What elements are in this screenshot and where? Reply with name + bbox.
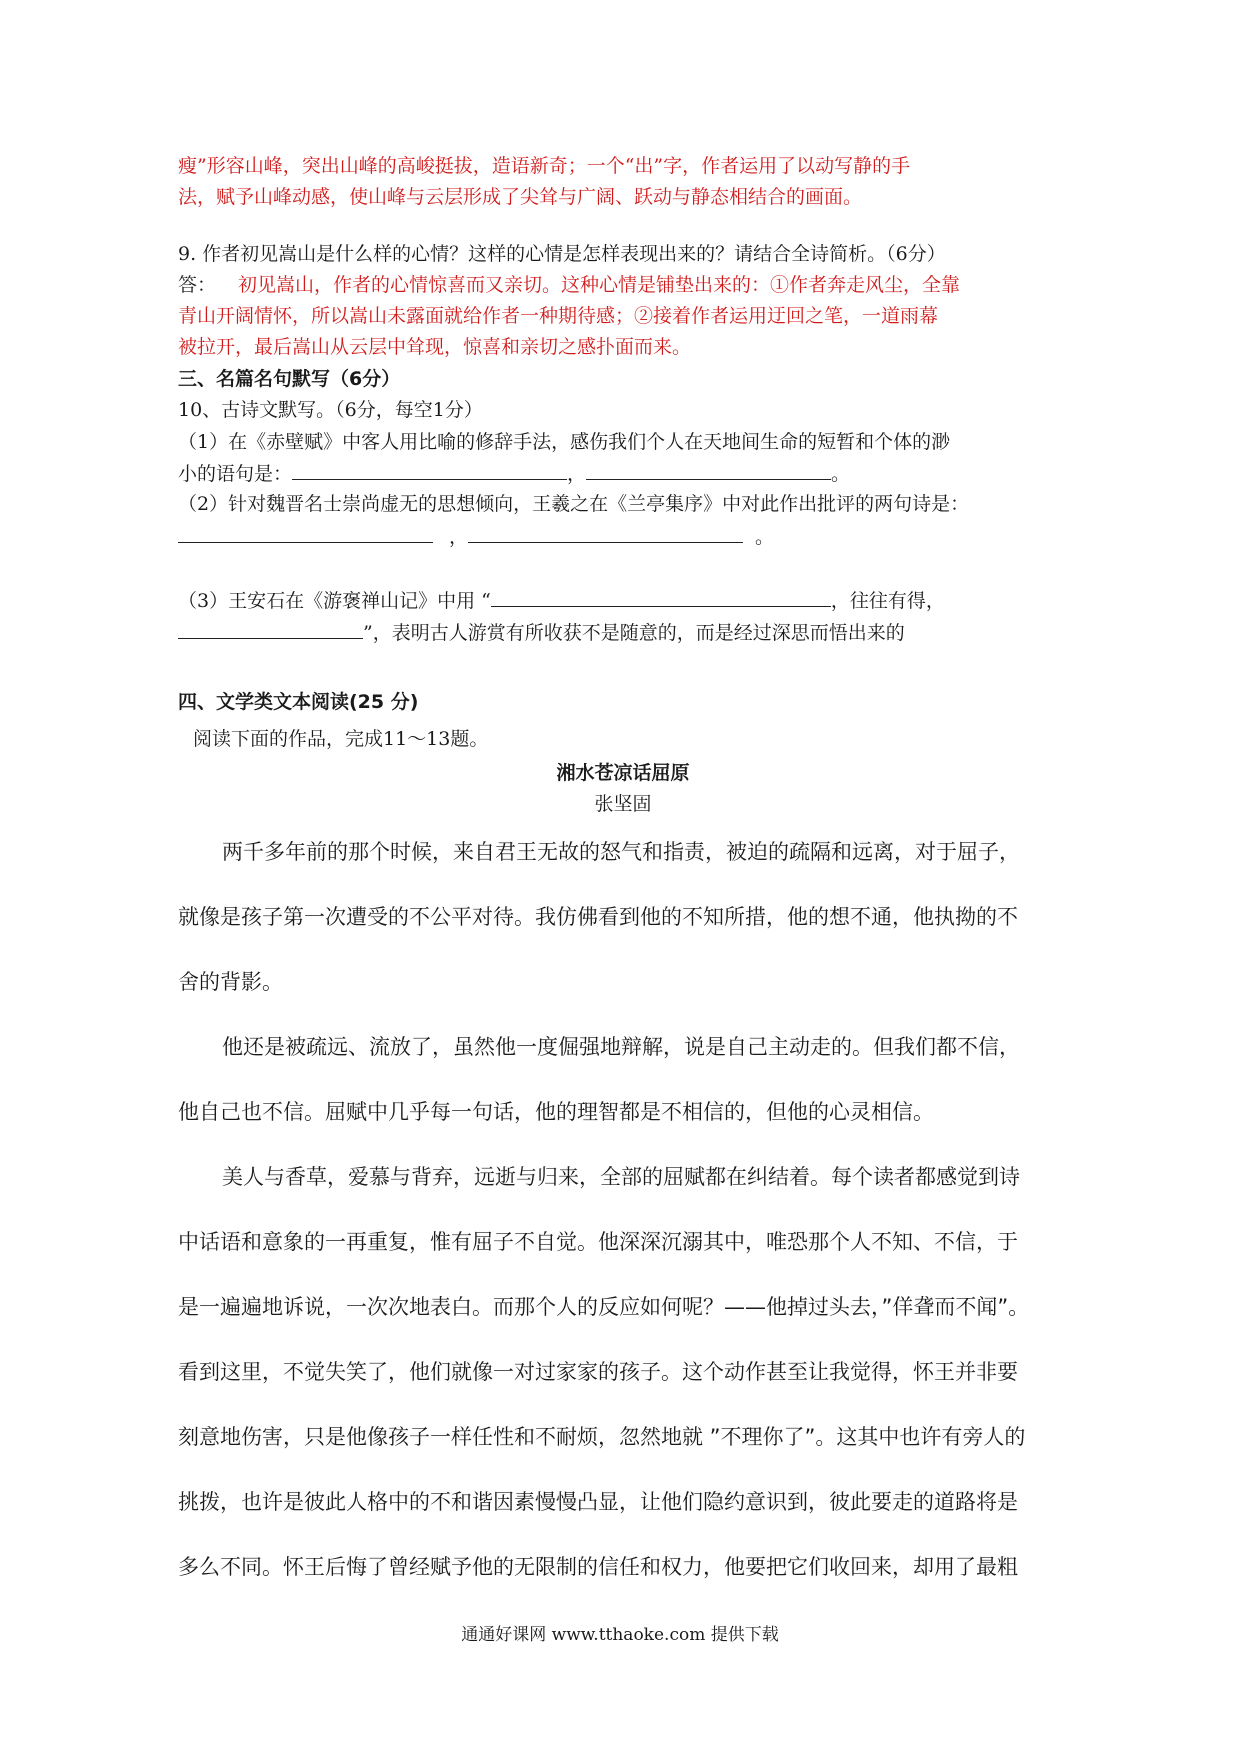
answer-9-line-3: 被拉开，最后嵩山从云层中耸现，惊喜和亲切之感扑面而来。 bbox=[178, 336, 692, 358]
section-3-title: 三、名篇名句默写（6分） bbox=[178, 368, 401, 390]
item-3-suffix: ”，表明古人游赏有所收获不是随意的，而是经过深思而悟出来的 bbox=[363, 622, 905, 644]
item-3-mid: ，往往有得， bbox=[830, 590, 945, 612]
answer-9-text-1: 初见嵩山，作者的心情惊喜而又亲切。这种心情是铺垫出来的：①作者奔走风尘，全靠 bbox=[238, 274, 961, 296]
question-9: 9. 作者初见嵩山是什么样的心情？这样的心情是怎样表现出来的？请结合全诗简析。（6分） bbox=[178, 243, 946, 265]
article-body bbox=[178, 820, 1078, 1600]
answer-8-line-2: 法，赋予山峰动感，使山峰与云层形成了尖耸与广阔、跃动与静态相结合的画面。 bbox=[178, 186, 863, 208]
answer-9-line-2: 青山开阔情怀，所以嵩山未露面就给作者一种期待感；②接着作者运用迂回之笔，一道雨幕 bbox=[178, 305, 939, 327]
paragraph-3-line-3: 是一遍遍地诉说，一次次地表白。而那个人的反应如何呢？——他掉过头去，”佯聋而不闻”。 bbox=[178, 1295, 1030, 1319]
comma: ， bbox=[449, 526, 469, 548]
article-title: 湘水苍凉话屈原 bbox=[556, 762, 690, 784]
section-4-instruction: 阅读下面的作品，完成11～13题。 bbox=[193, 728, 489, 750]
paragraph-2-line-1: 他还是被疏远、流放了，虽然他一度倔强地辩解，说是自己主动走的。但我们都不信， bbox=[222, 1035, 1020, 1059]
item-1-line-2 bbox=[178, 457, 850, 491]
paragraph-1-line-2: 就像是孩子第一次遭受的不公平对待。我仿佛看到他的不知所措，他的想不通，他执拗的不 bbox=[178, 905, 1018, 929]
paragraph-3-line-5: 刻意地伤害，只是他像孩子一样任性和不耐烦，忽然地就 ”不理你了”。这其中也许有旁人的 bbox=[178, 1425, 1026, 1449]
period: 。 bbox=[831, 463, 851, 485]
answer-label: 答： bbox=[178, 274, 217, 296]
page-footer: 通通好课网 www.tthaoke.com 提供下载 bbox=[461, 1625, 779, 1645]
blank-2-1[interactable] bbox=[178, 520, 433, 543]
blank-1-2[interactable] bbox=[586, 457, 831, 480]
item-3-line-1 bbox=[178, 584, 945, 618]
item-1-line-1: （1）在《赤壁赋》中客人用比喻的修辞手法，感伤我们个人在天地间生命的短暂和个体的渺 bbox=[178, 431, 951, 453]
paragraph-3-line-4: 看到这里，不觉失笑了，他们就像一对过家家的孩子。这个动作甚至让我觉得，怀王并非要 bbox=[178, 1360, 1018, 1384]
blank-2-2[interactable] bbox=[468, 520, 743, 543]
paragraph-3-line-7: 多么不同。怀王后悔了曾经赋予他的无限制的信任和权力，他要把它们收回来，却用了最粗 bbox=[178, 1555, 1018, 1579]
item-2-line-2 bbox=[178, 520, 774, 554]
blank-3-2[interactable] bbox=[178, 616, 363, 639]
paragraph-3-line-6: 挑拨，也许是彼此人格中的不和谐因素慢慢凸显，让他们隐约意识到，彼此要走的道路将是 bbox=[178, 1490, 1018, 1514]
question-10: 10、古诗文默写。（6分，每空1分） bbox=[178, 399, 483, 421]
comma: ， bbox=[567, 463, 587, 485]
answer-9-line-1 bbox=[178, 269, 960, 302]
section-4-title: 四、文学类文本阅读(25 分) bbox=[178, 691, 419, 713]
item-3-line-2 bbox=[178, 616, 905, 650]
paragraph-1-line-3: 舍的背影。 bbox=[178, 970, 283, 994]
article-author: 张坚固 bbox=[594, 793, 652, 815]
paragraph-1-line-1: 两千多年前的那个时候，来自君王无故的怒气和指责，被迫的疏隔和远离，对于屈子， bbox=[222, 840, 1020, 864]
paragraph-3-line-1: 美人与香草，爱慕与背弃，远逝与归来，全部的屈赋都在纠结着。每个读者都感觉到诗 bbox=[222, 1165, 1020, 1189]
period: 。 bbox=[755, 526, 775, 548]
item-3-prefix: （3）王安石在《游褒禅山记》中用 “ bbox=[178, 590, 491, 612]
paragraph-2-line-2: 他自己也不信。屈赋中几乎每一句话，他的理智都是不相信的，但他的心灵相信。 bbox=[178, 1100, 934, 1124]
paragraph-3-line-2: 中话语和意象的一再重复，惟有屈子不自觉。他深深沉溺其中，唯恐那个人不知、不信，于 bbox=[178, 1230, 1018, 1254]
answer-8-line-1: 瘦”形容山峰，突出山峰的高峻挺拔，造语新奇；一个“出”字，作者运用了以动写静的手 bbox=[178, 155, 911, 177]
item-1-prefix: 小的语句是： bbox=[178, 463, 293, 485]
blank-3-1[interactable] bbox=[491, 584, 831, 607]
blank-1-1[interactable] bbox=[292, 457, 567, 480]
item-2-line-1: （2）针对魏晋名士崇尚虚无的思想倾向，王羲之在《兰亭集序》中对此作出批评的两句诗是： bbox=[178, 493, 970, 515]
